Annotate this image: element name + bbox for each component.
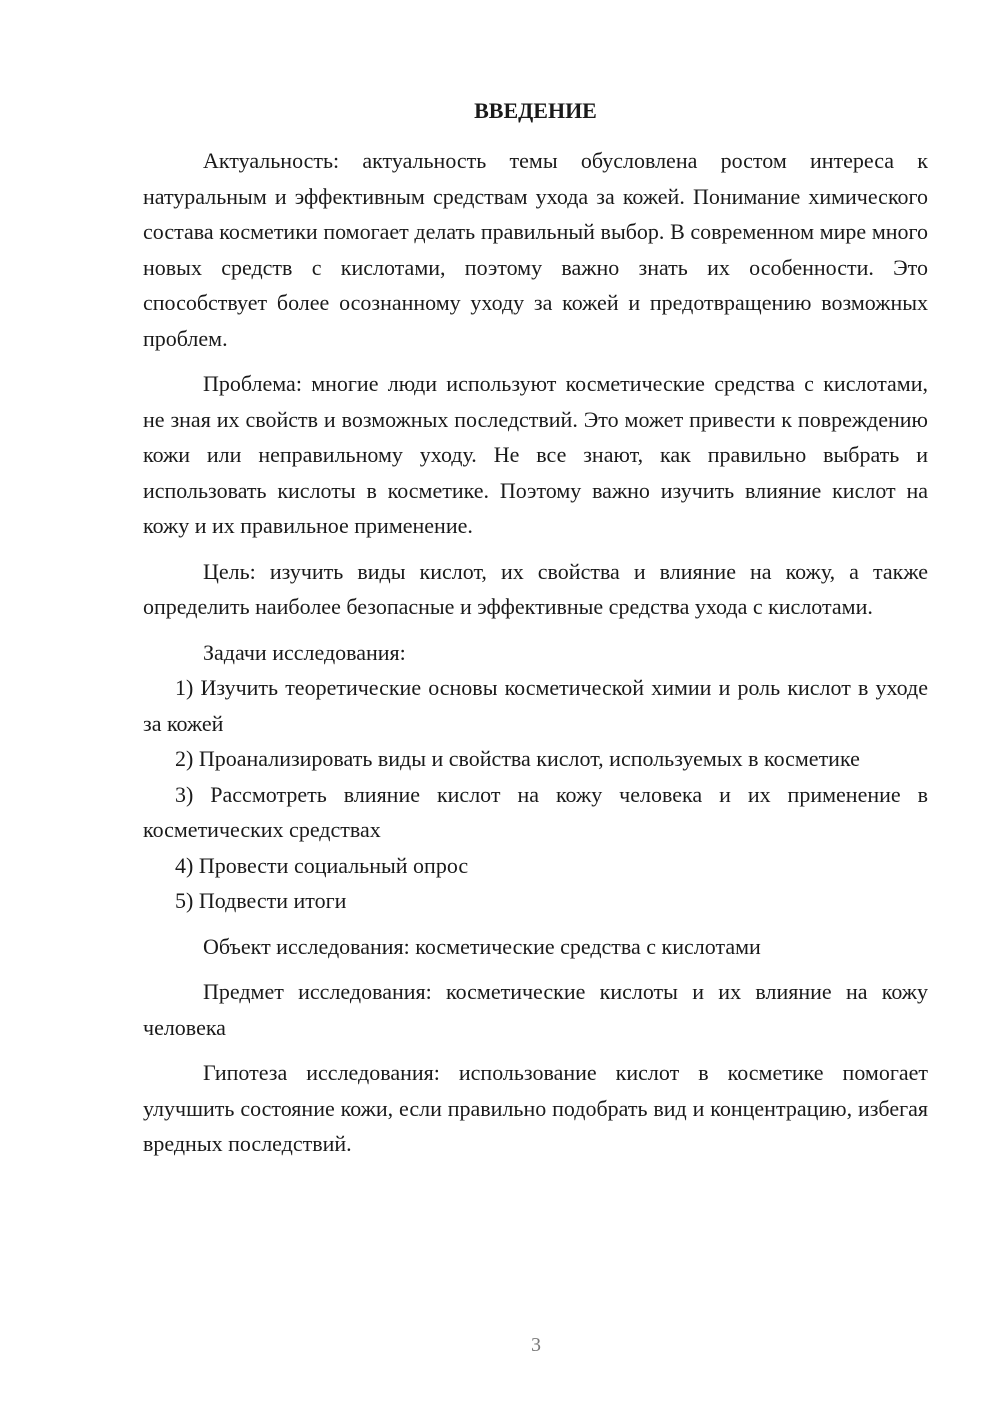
paragraph-subject: Предмет исследования: косметические кислоты и их влияние на кожу человека: [143, 979, 928, 1040]
list-item: 4) Провести социальный опрос: [175, 852, 469, 878]
tasks-heading: Задачи исследования:: [203, 639, 406, 665]
document-body: [143, 143, 928, 1162]
list-item: 3) Рассмотреть влияние кислот на кожу человека и их применение в косметических средствах: [143, 781, 928, 842]
tasks-list: [143, 670, 928, 919]
list-item: 2) Проанализировать виды и свойства кислот, используемых в косметике: [175, 746, 860, 771]
paragraph-object: Объект исследования: косметические средства с кислотами: [203, 933, 761, 959]
paragraph-problem: Проблема: многие люди используют косметические средства с кислотами, не зная их свойств и возможных последствий. Это может привести к повреждению кожи или неправильному уходу. Не все знают, как правильно выбрать и использовать кислоты в косметике. Поэтому важно изучить влияние кислот на кожу и их правильное применение.: [143, 371, 928, 538]
page-number: 3: [531, 1334, 541, 1356]
paragraph-hypothesis: Гипотеза исследования: использование кислот в косметике помогает улучшить состояние кожи, если правильно подобрать вид и концентрацию, избегая вредных последствий.: [143, 1060, 928, 1156]
paragraph-goal: Цель: изучить виды кислот, их свойства и влияние на кожу, а также определить наиболее безопасные и эффективные средства ухода с кислотами.: [143, 558, 928, 619]
paragraph-relevance: Актуальность: актуальность темы обусловлена ростом интереса к натуральным и эффективным средствам ухода за кожей. Понимание химического состава косметики помогает делать правильный выбор. В современном мире много новых средств с кислотами, поэтому важно знать их особенности. Это способствует более осознанному уходу за кожей и предотвращению возможных проблем.: [143, 148, 928, 351]
list-item: 1) Изучить теоретические основы косметической химии и роль кислот в уходе за кожей: [143, 675, 928, 736]
page-title: ВВЕДЕНИЕ: [474, 98, 597, 123]
list-item: 5) Подвести итоги: [175, 888, 347, 913]
